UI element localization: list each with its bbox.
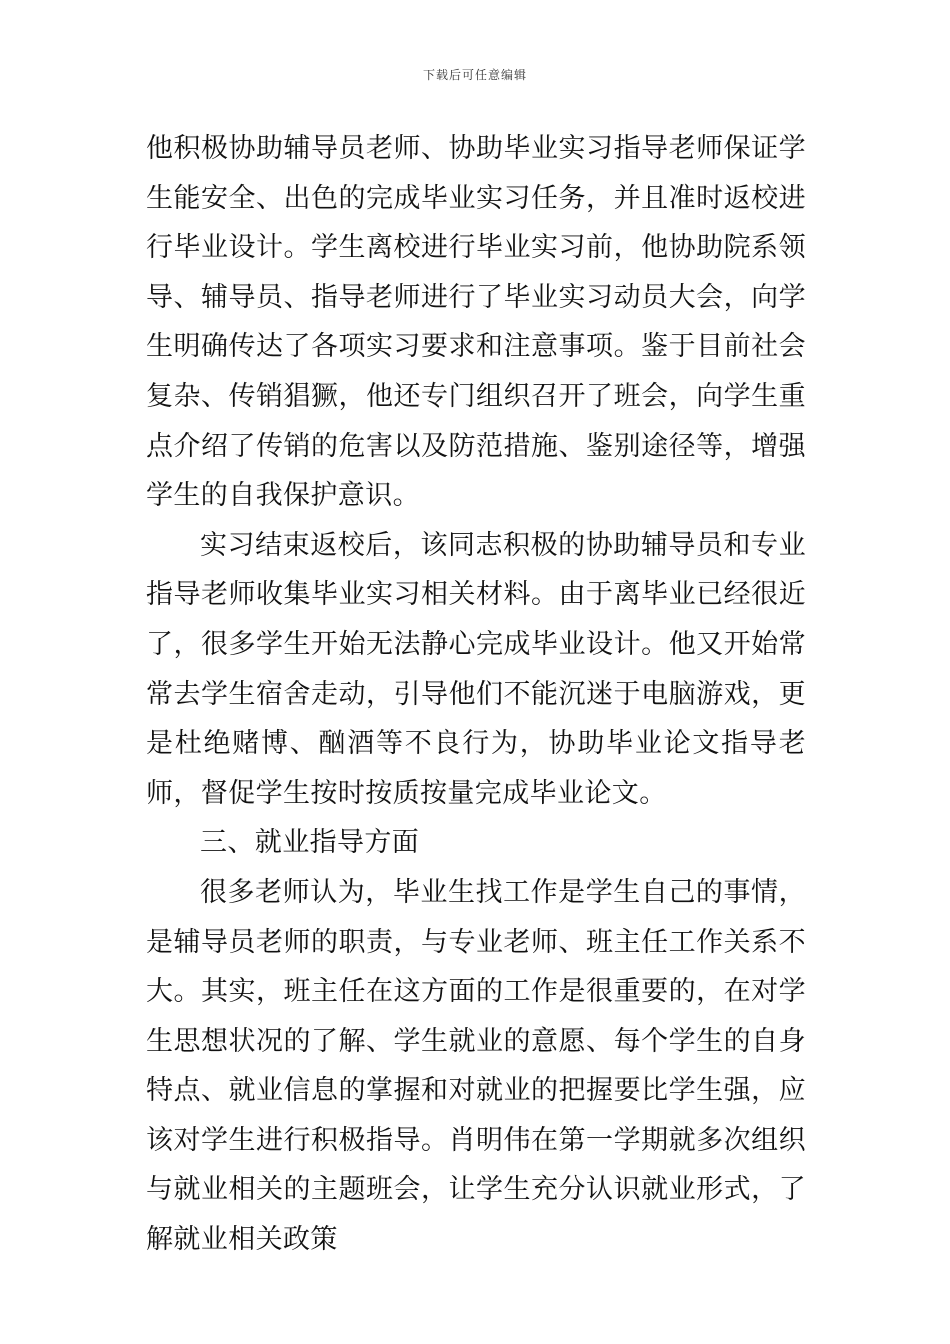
paragraph-return-to-school: 实习结束返校后，该同志积极的协助辅导员和专业指导老师收集毕业实习相关材料。由于离毕业已经很近了，很多学生开始无法静心完成毕业设计。他又开始常常去学生宿舍走动，引导他们不能沉迷于电脑游戏，更是杜绝赌博、酗酒等不良行为，协助毕业论文指导老师，督促学生按时按质按量完成毕业论文。	[146, 529, 806, 809]
paragraph-internship-assistance: 他积极协助辅导员老师、协助毕业实习指导老师保证学生能安全、出色的完成毕业实习任务，并且准时返校进行毕业设计。学生离校进行毕业实习前，他协助院系领导、辅导员、指导老师进行了毕业实习动员大会，向学生明确传达了各项实习要求和注意事项。鉴于目前社会复杂、传销猖獗，他还专门组织召开了班会，向学生重点介绍了传销的危害以及防范措施、鉴别途径等，增强学生的自我保护意识。	[146, 133, 806, 512]
page-header-note: 下载后可任意编辑	[422, 68, 527, 82]
section-heading-employment-guidance: 三、就业指导方面	[200, 827, 420, 859]
paragraph-employment-guidance: 很多老师认为，毕业生找工作是学生自己的事情，是辅导员老师的职责，与专业老师、班主任工作关系不大。其实，班主任在这方面的工作是很重要的，在对学生思想状况的了解、学生就业的意愿、每个学生的自身特点、就业信息的掌握和对就业的把握要比学生强，应该对学生进行积极指导。肖明伟在第一学期就多次组织与就业相关的主题班会，让学生充分认识就业形式，了解就业相关政策	[146, 876, 806, 1256]
document-body	[146, 124, 806, 1265]
